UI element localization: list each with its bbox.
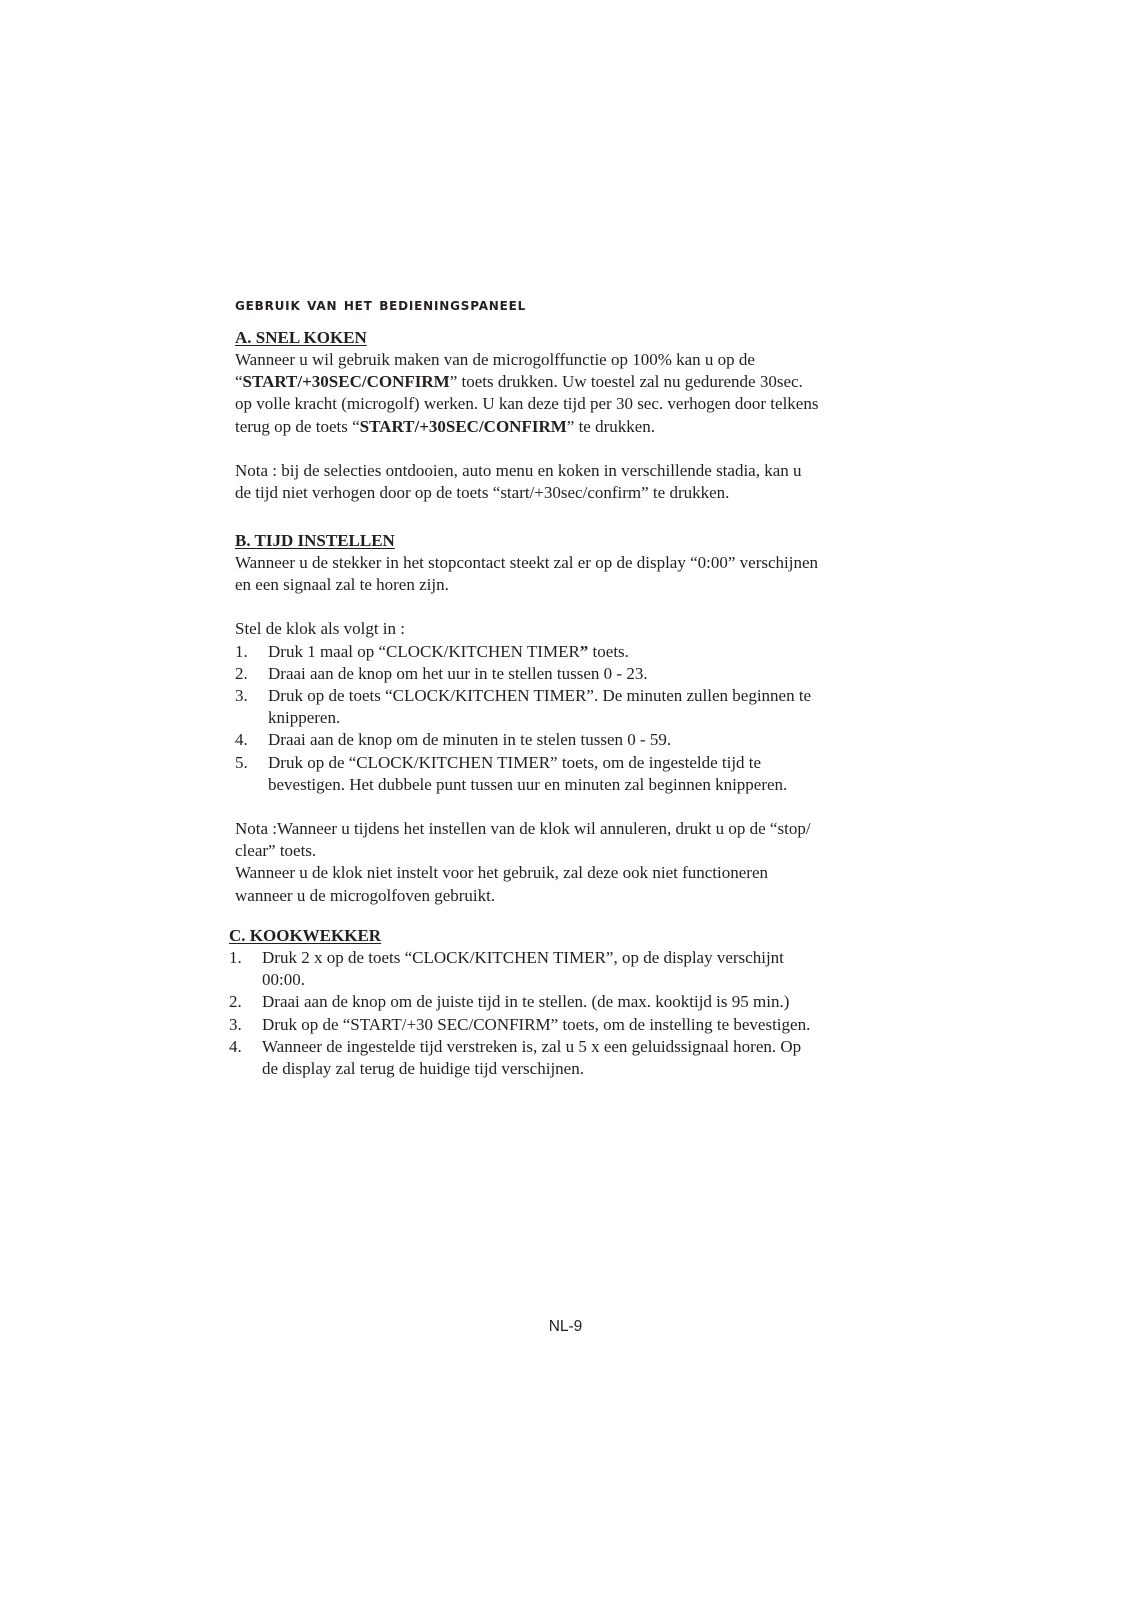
- text-line: de tijd niet verhogen door op de toets “start/+30sec/confirm” te drukken.: [235, 483, 730, 503]
- quote-mark: “: [235, 372, 243, 392]
- text-line: ” te drukken.: [566, 416, 656, 436]
- list-number: 1.: [229, 948, 242, 967]
- list-item: [235, 752, 895, 796]
- text-line: Druk op de “START/+30 SEC/CONFIRM” toets, om de instelling te bevestigen.: [262, 1014, 811, 1034]
- text-line: Wanneer u de klok niet instelt voor het gebruik, zal deze ook niet functioneren: [235, 863, 769, 883]
- list-item: [229, 947, 889, 991]
- list-item: [235, 685, 895, 729]
- text-line: Wanneer u de stekker in het stopcontact steekt zal er op de display “0:00” verschijnen: [235, 553, 819, 572]
- section-tijd-instellen: [235, 530, 895, 907]
- button-name-start: START/+30SEC/CONFIRM: [242, 372, 450, 392]
- list-item: [229, 1014, 889, 1036]
- note: [235, 818, 895, 907]
- note: [235, 460, 895, 504]
- bold-quote: ”: [579, 641, 589, 661]
- text-line: knipperen.: [268, 708, 341, 728]
- clock-steps: [235, 641, 895, 796]
- text-line: 00:00.: [262, 970, 305, 990]
- list-number: 4.: [229, 1036, 242, 1056]
- list-number: 3.: [235, 686, 248, 706]
- text-line: Draai aan de knop om het uur in te stellen tussen 0 - 23.: [268, 663, 648, 683]
- paragraph: [235, 349, 895, 438]
- list-lead: Stel de klok als volgt in :: [235, 619, 405, 639]
- paragraph: [235, 552, 895, 596]
- text-line: ” toets drukken. Uw toestel zal nu gedurende 30sec.: [449, 372, 803, 392]
- text-line: toets.: [588, 641, 629, 661]
- text-line: clear” toets.: [235, 841, 317, 861]
- text-line: bevestigen. Het dubbele punt tussen uur en minuten zal beginnen knipperen.: [268, 774, 788, 794]
- section-snel-koken: [235, 327, 895, 504]
- section-kookwekker: [229, 925, 889, 1080]
- text-line: en een signaal zal te horen zijn.: [235, 575, 449, 595]
- list-item: [229, 1036, 889, 1080]
- page-heading: gebruik van het bedieningspaneel: [235, 295, 527, 314]
- list-item: [235, 663, 895, 685]
- text-line: wanneer u de microgolfoven gebruikt.: [235, 885, 496, 905]
- list-item: [235, 729, 895, 751]
- text-line: Druk 2 x op de toets “CLOCK/KITCHEN TIMER”, op de display verschijnt: [262, 948, 784, 967]
- list-number: 3.: [229, 1014, 242, 1034]
- text-line: Druk op de “CLOCK/KITCHEN TIMER” toets, om de ingestelde tijd te: [268, 752, 762, 772]
- text-line: Draai aan de knop om de juiste tijd in te stellen. (de max. kooktijd is 95 min.): [262, 992, 790, 1012]
- section-title: A. SNEL KOKEN: [235, 328, 367, 347]
- text-line: Wanneer u wil gebruik maken van de microgolffunctie op 100% kan u op de: [235, 350, 755, 369]
- text-line: Druk 1 maal op “CLOCK/KITCHEN TIMER: [268, 641, 580, 661]
- text-line: Druk op de toets “CLOCK/KITCHEN TIMER”. De minuten zullen beginnen te: [268, 686, 812, 706]
- text-line: Wanneer de ingestelde tijd verstreken is, zal u 5 x een geluidssignaal horen. Op: [262, 1036, 802, 1056]
- list-item: [235, 641, 895, 663]
- text-line: de display zal terug de huidige tijd verschijnen.: [262, 1059, 584, 1079]
- timer-steps: [229, 947, 889, 1080]
- list-number: 1.: [235, 641, 248, 661]
- page-number: NL-9: [548, 1318, 583, 1335]
- section-title: C. KOOKWEKKER: [229, 926, 382, 945]
- list-item: [229, 991, 889, 1013]
- button-name-start: START/+30SEC/CONFIRM: [359, 416, 567, 436]
- text-line: op volle kracht (microgolf) werken. U kan deze tijd per 30 sec. verhogen door telkens: [235, 394, 819, 414]
- text-line: Nota :Wanneer u tijdens het instellen van de klok wil annuleren, drukt u op de “stop/: [235, 819, 811, 839]
- list-number: 2.: [235, 663, 248, 683]
- list-number: 5.: [235, 752, 248, 772]
- list-number: 2.: [229, 992, 242, 1012]
- section-title: B. TIJD INSTELLEN: [235, 531, 395, 550]
- text-line: Nota : bij de selecties ontdooien, auto menu en koken in verschillende stadia, kan u: [235, 460, 802, 480]
- text-line: Draai aan de knop om de minuten in te stelen tussen 0 - 59.: [268, 730, 672, 750]
- list-number: 4.: [235, 730, 248, 750]
- text-line: terug op de toets “: [235, 416, 360, 436]
